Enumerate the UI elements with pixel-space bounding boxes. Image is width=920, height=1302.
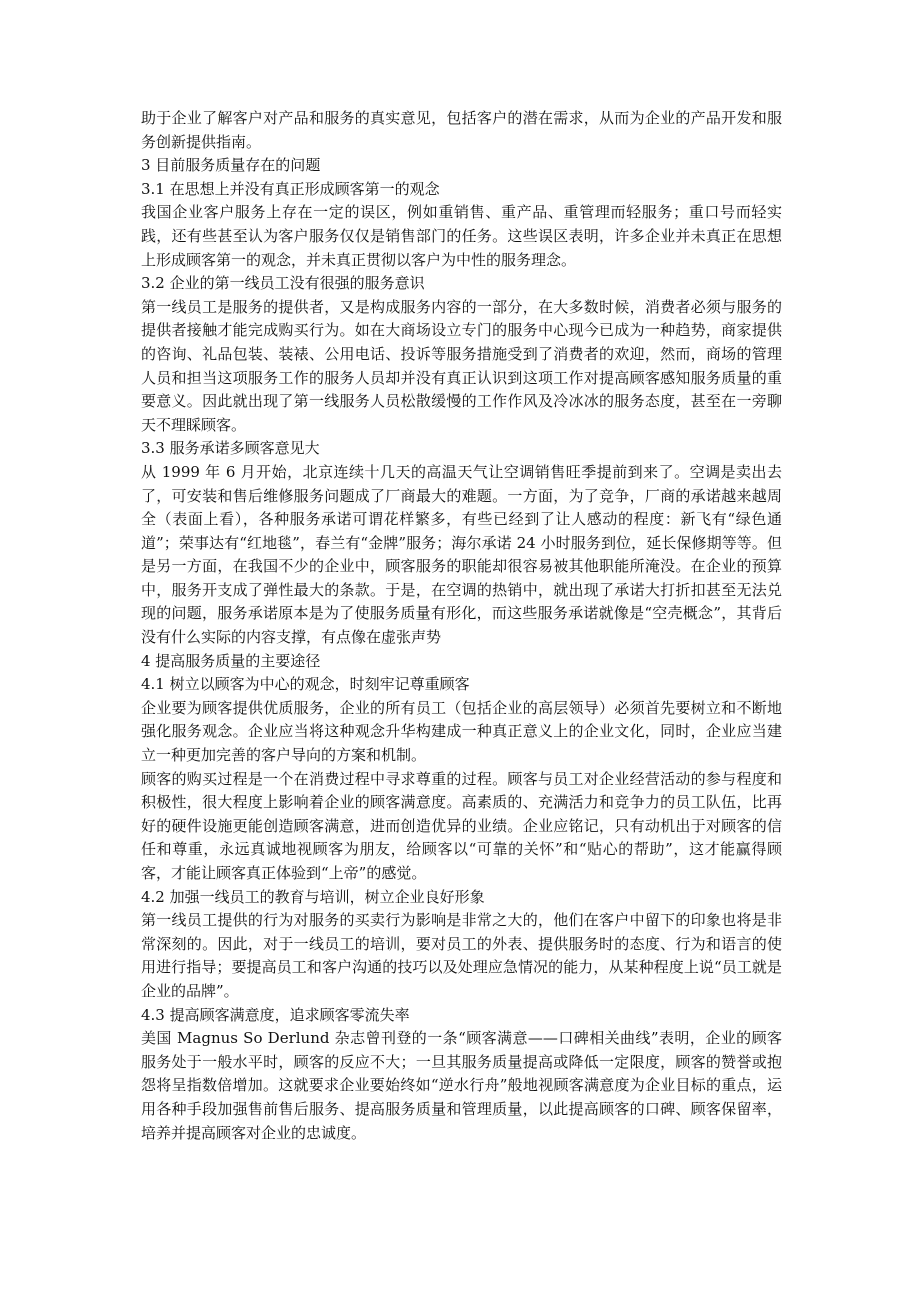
paragraph-intro-continuation: 助于企业了解客户对产品和服务的真实意见，包括客户的潜在需求，从而为企业的产品开发和服务创新提供指南。: [141, 109, 782, 151]
paragraph-3-3: 从 1999 年 6 月开始，北京连续十几天的高温天气让空调销售旺季提前到来了。空调是卖出去了，可安装和售后维修服务问题成了厂商最大的难题。一方面，为了竞争，厂商的承诺越来越周全（表面上看），各种服务承诺可谓花样繁多，有些已经到了让人感动的程度：新飞有“绿色通道”；荣事达有“红地毯”，春兰有“金牌”服务；海尔承诺 24 小时服务到位，延长保修期等等。但是另一方面，在我国不少的企业中，顾客服务的职能却很容易被其他职能所淹没。在企业的预算中，服务开支成了弹性最大的条款。于是，在空调的热销中，就出现了承诺大打折扣甚至无法兑现的问题，服务承诺原本是为了使服务质量有形化，而这些服务承诺就像是“空壳概念”，其背后没有什么实际的内容支撑，有点像在虚张声势: [141, 462, 782, 647]
section-heading-3: 3 目前服务质量存在的问题: [141, 156, 321, 175]
subsection-heading-3-2: 3.2 企业的第一线员工没有很强的服务意识: [141, 274, 425, 293]
subsection-heading-4-2: 4.2 加强一线员工的教育与培训，树立企业良好形象: [141, 887, 485, 906]
paragraph-4-1-a: 企业要为顾客提供优质服务，企业的所有员工（包括企业的高层领导）必须首先要树立和不断地强化服务观念。企业应当将这种观念升华构建成一种真正意义上的企业文化，同时，企业应当建立一种更加完善的客户导向的方案和机制。: [141, 698, 782, 765]
section-heading-4: 4 提高服务质量的主要途径: [141, 651, 321, 670]
paragraph-4-2: 第一线员工提供的行为对服务的买卖行为影响是非常之大的，他们在客户中留下的印象也将是非常深刻的。因此，对于一线员工的培训，要对员工的外表、提供服务时的态度、行为和语言的使用进行指导；要提高员工和客户沟通的技巧以及处理应急情况的能力，从某种程度上说“员工就是企业的品牌”。: [141, 911, 782, 1000]
paragraph-4-3: 美国 Magnus So Derlund 杂志曾刊登的一条“顾客满意——口碑相关曲线”表明，企业的顾客服务处于一般水平时，顾客的反应不大；一旦其服务质量提高或降低一定限度，顾客的赞誉或抱怨将呈指数倍增加。这就要求企业要始终如“逆水行舟”般地视顾客满意度为企业目标的重点，运用各种手段加强售前售后服务、提高服务质量和管理质量，以此提高顾客的口碑、顾客保留率，培养并提高顾客对企业的忠诚度。: [141, 1029, 782, 1142]
paragraph-4-1-b: 顾客的购买过程是一个在消费过程中寻求尊重的过程。顾客与员工对企业经营活动的参与程度和积极性，很大程度上影响着企业的顾客满意度。高素质的、充满活力和竞争力的员工队伍，比再好的硬件设施更能创造顾客满意，进而创造优异的业绩。企业应铭记，只有动机出于对顾客的信任和尊重，永远真诚地视顾客为朋友，给顾客以“可靠的关怀”和“贴心的帮助”，这才能赢得顾客，才能让顾客真正体验到“上帝”的感觉。: [141, 769, 782, 882]
paragraph-3-1: 我国企业客户服务上存在一定的误区，例如重销售、重产品、重管理而轻服务；重口号而轻实践，还有些甚至认为客户服务仅仅是销售部门的任务。这些误区表明，许多企业并未真正在思想上形成顾客第一的观念，并未真正贯彻以客户为中性的服务理念。: [141, 203, 782, 269]
subsection-heading-4-3: 4.3 提高顾客满意度，追求顾客零流失率: [141, 1005, 410, 1024]
subsection-heading-3-3: 3.3 服务承诺多顾客意见大: [141, 439, 320, 458]
document-body: [141, 107, 782, 1145]
subsection-heading-3-1: 3.1 在思想上并没有真正形成顾客第一的观念: [141, 179, 440, 198]
subsection-heading-4-1: 4.1 树立以顾客为中心的观念，时刻牢记尊重顾客: [141, 675, 470, 694]
paragraph-3-2: 第一线员工是服务的提供者，又是构成服务内容的一部分，在大多数时候，消费者必须与服务的提供者接触才能完成购买行为。如在大商场设立专门的服务中心现今已成为一种趋势，商家提供的咨询、礼品包装、装裱、公用电话、投诉等服务措施受到了消费者的欢迎，然而，商场的管理人员和担当这项服务工作的服务人员却并没有真正认识到这项工作对提高顾客感知服务质量的重要意义。因此就出现了第一线服务人员松散缓慢的工作作风及冷冰冰的服务态度，甚至在一旁聊天不理睬顾客。: [141, 297, 782, 434]
